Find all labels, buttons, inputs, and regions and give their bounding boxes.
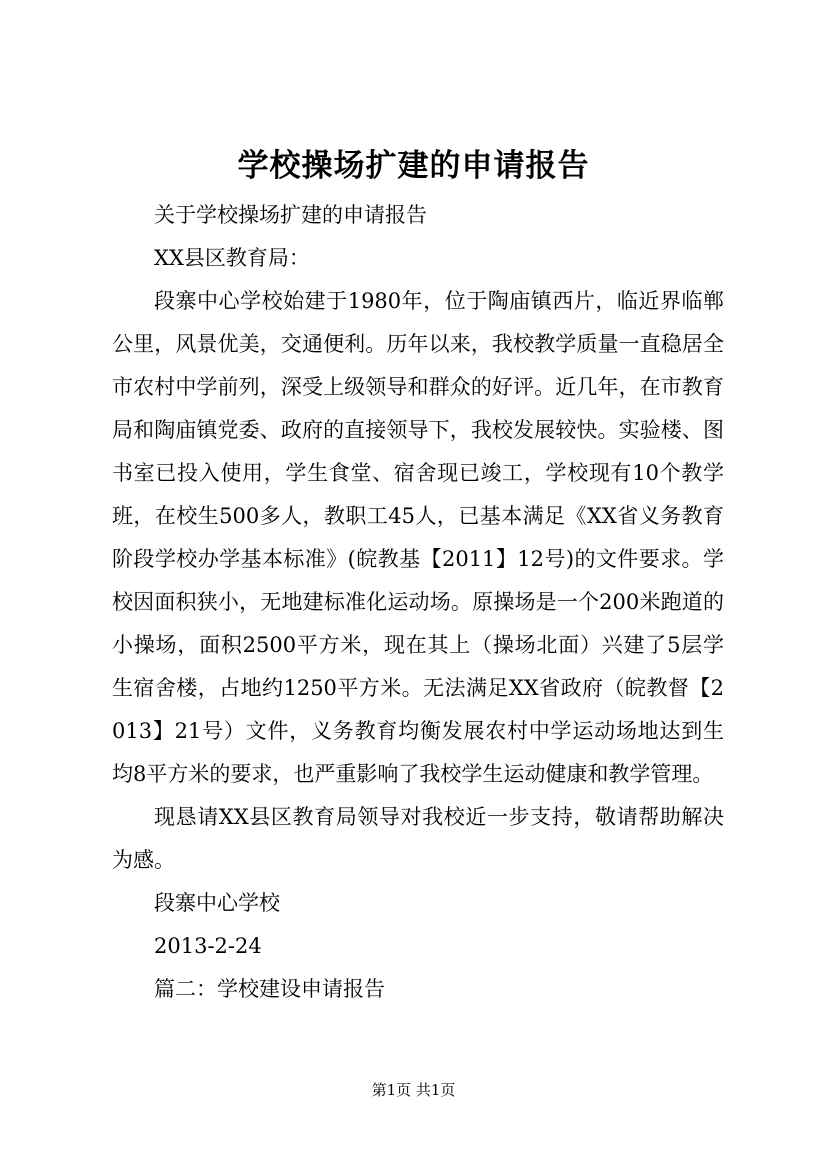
body-paragraph-request: 现恳请XX县区教育局领导对我校近一步支持，敬请帮助解决为感。 [112, 805, 724, 872]
report-subtitle: 关于学校操场扩建的申请报告 [154, 203, 427, 227]
body-paragraph-main: 段寨中心学校始建于1980年，位于陶庙镇西片，临近界临郸公里，风景优美，交通便利。历年以来，我校教学质量一直稳居全市农村中学前列，深受上级领导和群众的好评。近几年，在市教育局和陶庙镇党委、政府的直接领导下，我校发展较快。实验楼、图书室已投入使用，学生食堂、宿舍现已竣工，学校现有10个教学班，在校生500多人，教职工45人，已基本满足《XX省义务教育阶段学校办学基本标准》(皖教基【2011】12号)的文件要求。学校因面积狭小，无地建标准化运动场。原操场是一个200米跑道的小操场，面积2500平方米，现在其上（操场北面）兴建了5层学生宿舍楼，占地约1250平方米。无法满足XX省政府（皖教督【2013】21号）文件，义务教育均衡发展农村中学运动场地达到生均8平方米的要求，也严重影响了我校学生运动健康和教学管理。 [112, 289, 724, 786]
page-footer: 第1页 共1页 [371, 1081, 456, 1099]
date: 2013-2-24 [154, 934, 262, 958]
document-title: 学校操场扩建的申请报告 [237, 148, 590, 184]
signature: 段寨中心学校 [154, 891, 280, 915]
addressee: XX县区教育局： [154, 246, 310, 270]
next-section-heading: 篇二：学校建设申请报告 [154, 977, 385, 1001]
document-body [112, 194, 724, 1011]
